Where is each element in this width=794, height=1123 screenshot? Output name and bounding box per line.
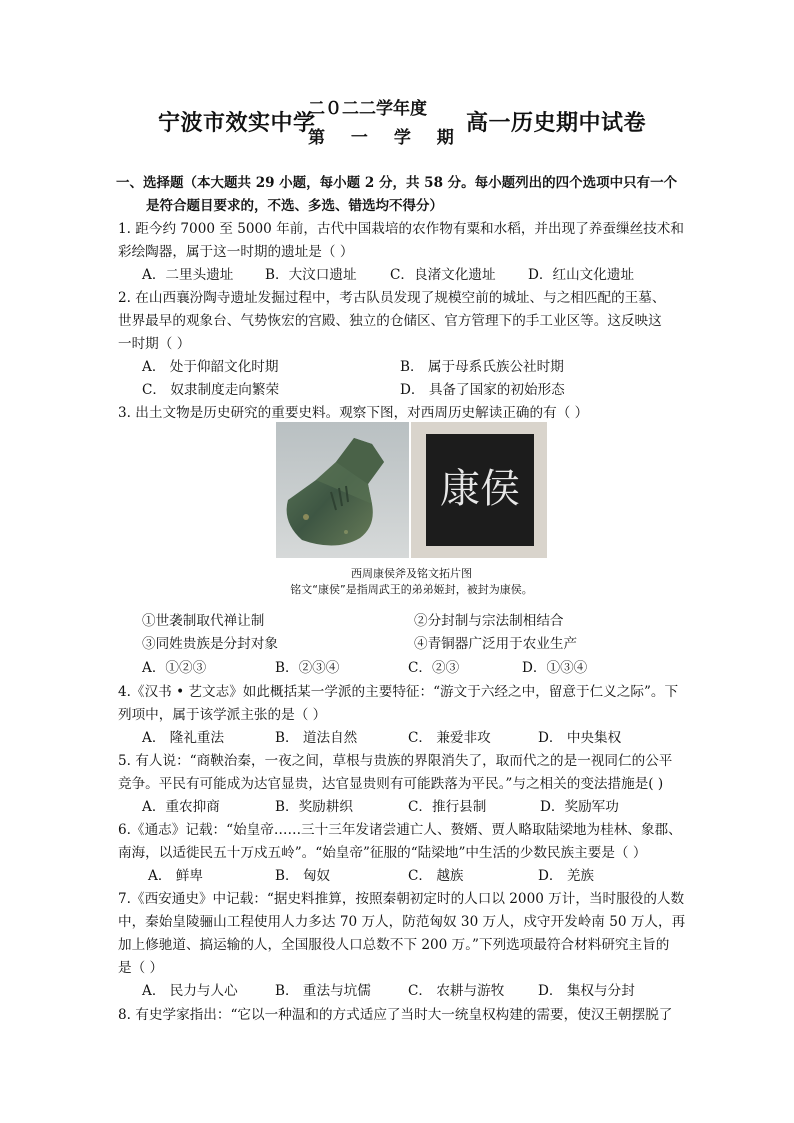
figure-caption-title: 西周康侯斧及铭文拓片图 <box>351 567 472 580</box>
q3-option-d: D．①③④ <box>522 660 588 676</box>
q5-option-c: C．推行县制 <box>408 799 487 815</box>
q6-option-b: B． 匈奴 <box>275 868 331 884</box>
question-1-line2: 彩绘陶器，属于这一时期的遗址是（ ） <box>118 244 354 260</box>
q6-option-a: A． 鲜卑 <box>148 868 203 884</box>
q1-option-b: B．大汶口遗址 <box>265 267 357 283</box>
q6-option-d: D． 羌族 <box>538 868 595 884</box>
q7-option-d: D． 集权与分封 <box>538 983 635 999</box>
q2-option-a: A． 处于仰韶文化时期 <box>142 359 279 375</box>
q1-option-c: C．良渚文化遗址 <box>390 267 496 283</box>
q2-option-b: B． 属于母系氏族公社时期 <box>400 359 564 375</box>
q3-statement-2: ②分封制与宗法制相结合 <box>414 613 564 629</box>
exam-title: 高一历史期中试卷 <box>466 111 647 136</box>
inscription-text: 康侯 <box>440 466 520 512</box>
question-8-line1: 8. 有史学家指出：“它以一种温和的方式适应了当时大一统皇权构建的需要，使汉王朝摆脱了 <box>118 1007 673 1023</box>
q4-option-a: A． 隆礼重法 <box>142 730 225 746</box>
q5-option-b: B．奖励耕织 <box>275 799 353 815</box>
q4-option-d: D． 中央集权 <box>538 730 622 746</box>
question-7-line1: 7.《西安通史》中记载：“据史料推算，按照秦朝初定时的人口以 2000 万计，当时服役的人数 <box>118 891 685 907</box>
school-name: 宁波市效实中学 <box>158 111 316 136</box>
question-4-line2: 列项中，属于该学派主张的是（ ） <box>118 707 327 723</box>
q4-option-c: C． 兼爱非攻 <box>408 730 491 746</box>
section-heading-line2: 是符合题目要求的，不选、多选、错选均不得分） <box>146 198 443 214</box>
q3-statement-3: ③同姓贵族是分封对象 <box>142 636 278 652</box>
question-7-line3: 加上修驰道、搞运输的人，全国服役人口总数不下 200 万。”下列选项最符合材料研究主旨的 <box>118 937 670 953</box>
q2-option-c: C． 奴隶制度走向繁荣 <box>142 382 280 398</box>
q3-statement-1: ①世袭制取代禅让制 <box>142 613 265 629</box>
question-3-line: 3. 出土文物是历史研究的重要史料。观察下图，对西周历史解读正确的有（ ） <box>118 405 589 421</box>
question-2-line3: 一时期（ ） <box>118 336 191 352</box>
question-7-line4: 是（ ） <box>118 960 164 976</box>
q5-option-d: D．奖励军功 <box>540 799 619 815</box>
q2-option-d: D． 具备了国家的初始形态 <box>400 382 565 398</box>
q1-option-a: A．二里头遗址 <box>142 267 234 283</box>
q6-option-c: C． 越族 <box>408 868 464 884</box>
question-5-line1: 5. 有人说：“商鞅治秦，一夜之间，草根与贵族的界限消失了，取而代之的是一视同仁的公平 <box>118 753 673 769</box>
question-2-line1: 2. 在山西襄汾陶寺遗址发掘过程中，考古队员发现了规模空前的城址、与之相匹配的王墓、 <box>118 290 666 306</box>
academic-year: 二０二二学年度 <box>308 99 427 119</box>
bronze-axe-and-rubbing-image <box>276 422 547 558</box>
question-7-line2: 中，秦始皇陵骊山工程使用人力多达 70 万人，防范匈奴 30 万人，戍守开发岭南 50 万人，再 <box>118 914 686 930</box>
question-1-line1: 1. 距今约 7000 至 5000 年前，古代中国栽培的农作物有粟和水稻，并出现了养蚕缫丝技术和 <box>118 221 684 237</box>
q1-option-d: D．红山文化遗址 <box>528 267 635 283</box>
axe-figure <box>276 422 547 558</box>
figure-caption-note: 铭文“康侯”是指周武王的弟弟姬封，被封为康侯。 <box>290 583 533 596</box>
q3-option-b: B．②③④ <box>275 660 340 676</box>
q4-option-b: B． 道法自然 <box>275 730 358 746</box>
semester: 第 一 学 期 <box>308 128 464 148</box>
section-heading-line1: 一、选择题（本大题共 29 小题，每小题 2 分，共 58 分。每小题列出的四个选项中只有一个 <box>116 175 678 191</box>
q3-statement-4: ④青铜器广泛用于农业生产 <box>414 636 578 652</box>
question-4-line1: 4.《汉书 • 艺文志》如此概括某一学派的主要特征：“游文于六经之中，留意于仁义之际”。下 <box>118 684 679 700</box>
q7-option-a: A． 民力与人心 <box>142 983 238 999</box>
q3-option-a: A．①②③ <box>142 660 207 676</box>
q3-option-c: C．②③ <box>408 660 460 676</box>
question-6-line1: 6.《通志》记载：“始皇帝……三十三年发诸尝逋亡人、赘婿、贾人略取陆梁地为桂林、象郡、 <box>118 822 682 838</box>
q5-option-a: A．重农抑商 <box>142 799 220 815</box>
question-2-line2: 世界最早的观象台、气势恢宏的宫殿、独立的仓储区、官方管理下的手工业区等。这反映这 <box>118 313 662 329</box>
question-5-line2: 竞争。平民有可能成为达官显贵，达官显贵则有可能跌落为平民。”与之相关的变法措施是( ) <box>118 776 664 792</box>
q7-option-c: C． 农耕与游牧 <box>408 983 505 999</box>
q7-option-b: B． 重法与坑儒 <box>275 983 371 999</box>
question-6-line2: 南海，以适徙民五十万戍五岭”。“始皇帝”征服的“陆梁地”中生活的少数民族主要是（ ） <box>118 845 647 861</box>
